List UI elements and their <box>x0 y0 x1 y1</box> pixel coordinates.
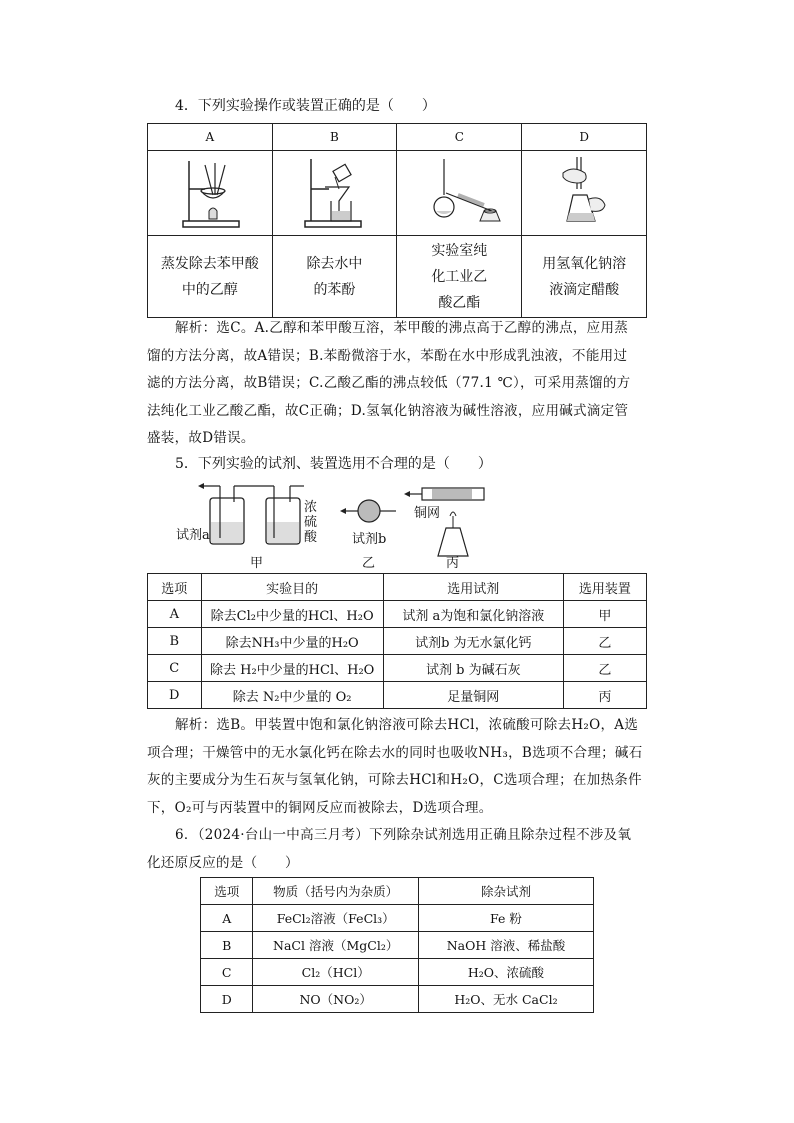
q4-caption-a <box>148 236 273 318</box>
analysis-line: 盛装，故D错误。 <box>147 430 255 446</box>
acid-label-char: 硫 <box>304 515 318 530</box>
header-cell: 物质（括号内为杂质） <box>253 878 419 905</box>
q4-apparatus-c <box>397 151 522 236</box>
copper-mesh-label: 铜网 <box>414 506 441 521</box>
reagent-cell: 试剂 a为饱和氯化钠溶液 <box>383 601 563 628</box>
reagent-a-label: 试剂a <box>176 528 210 543</box>
apparatus-cell: 乙 <box>563 655 646 682</box>
analysis-line: 解析：选B。甲装置中饱和氯化钠溶液可除去HCl，浓硫酸可除去H₂O，A选 <box>175 717 639 733</box>
q4-apparatus-d <box>522 151 647 236</box>
evaporation-apparatus-icon <box>175 155 245 231</box>
apparatus-cell: 甲 <box>563 601 646 628</box>
option-cell: C <box>201 959 253 986</box>
table-row <box>201 905 594 932</box>
apparatus-bing-label: 丙 <box>446 556 460 571</box>
q4-apparatus-a <box>148 151 273 236</box>
conc-sulfuric-acid-label <box>304 500 317 545</box>
apparatus-jia-label: 甲 <box>250 556 264 571</box>
option-cell: B <box>148 628 202 655</box>
titration-apparatus-icon <box>549 155 619 231</box>
q4-caption-d <box>522 236 647 318</box>
analysis-line: 馏的方法分离，故A错误；B.苯酚微溶于水，苯酚在水中形成乳浊液，不能用过 <box>147 347 628 364</box>
purpose-cell: 除去NH₃中少量的H₂O <box>201 628 383 655</box>
q4-caption-b <box>272 236 397 318</box>
option-cell: B <box>201 932 253 959</box>
table-row <box>148 682 647 709</box>
option-cell: D <box>148 682 202 709</box>
reagent-b-label: 试剂b <box>352 532 387 547</box>
header-cell: 选用试剂 <box>383 574 563 601</box>
q5-figure <box>170 478 510 570</box>
q4-caption-c-line: 酸乙酯 <box>438 294 481 311</box>
option-cell: C <box>148 655 202 682</box>
option-cell: A <box>148 601 202 628</box>
apparatus-cell: 丙 <box>563 682 646 709</box>
header-cell: 选用装置 <box>563 574 646 601</box>
q4-header-c: C <box>397 124 522 151</box>
option-cell: D <box>201 986 253 1013</box>
q6-options-table <box>200 877 594 1013</box>
q4-header-d: D <box>522 124 647 151</box>
table-header-row <box>148 574 647 601</box>
substance-cell: Cl₂（HCl） <box>253 959 419 986</box>
q4-stem: 4．下列实验操作或装置正确的是（ ） <box>175 98 436 114</box>
q4-caption-c <box>397 236 522 318</box>
analysis-line: 下，O₂可与丙装置中的铜网反应而被除去，D选项合理。 <box>147 799 493 816</box>
table-row <box>201 959 594 986</box>
reagent-cell: 试剂b 为无水氯化钙 <box>383 628 563 655</box>
q6-stem <box>147 822 645 877</box>
q4-caption-c-line: 化工业乙 <box>431 268 488 285</box>
q4-caption-c-line: 实验室纯 <box>431 242 488 259</box>
reagent-cell: NaOH 溶液、稀盐酸 <box>418 932 593 959</box>
acid-label-char: 酸 <box>304 530 318 545</box>
table-row <box>148 655 647 682</box>
header-cell: 选项 <box>148 574 202 601</box>
filtration-apparatus-icon <box>299 155 369 231</box>
q4-apparatus-b <box>272 151 397 236</box>
purpose-cell: 除去Cl₂中少量的HCl、H₂O <box>201 601 383 628</box>
reagent-cell: H₂O、无水 CaCl₂ <box>418 986 593 1013</box>
q5-analysis <box>147 712 645 822</box>
q4-caption-a-line: 中的乙醇 <box>181 281 238 298</box>
header-cell: 实验目的 <box>201 574 383 601</box>
header-cell: 选项 <box>201 878 253 905</box>
q4-caption-a-line: 蒸发除去苯甲酸 <box>160 255 259 272</box>
table-row <box>148 601 647 628</box>
substance-cell: NaCl 溶液（MgCl₂） <box>253 932 419 959</box>
table-row <box>201 986 594 1013</box>
apparatus-yi-label: 乙 <box>362 556 376 571</box>
option-cell: A <box>201 905 253 932</box>
q4-caption-d-line: 液滴定醋酸 <box>549 281 620 298</box>
reagent-cell: 足量铜网 <box>383 682 563 709</box>
q5-stem: 5．下列实验的试剂、装置选用不合理的是（ ） <box>175 456 492 472</box>
reagent-cell: Fe 粉 <box>418 905 593 932</box>
q4-analysis <box>147 315 645 453</box>
q6-stem-line: 6．（2024·台山一中高三月考）下列除杂试剂选用正确且除杂过程不涉及氧 <box>175 827 632 843</box>
header-cell: 除杂试剂 <box>418 878 593 905</box>
q4-options-table <box>147 123 647 318</box>
q4-caption-d-line: 用氢氧化钠溶 <box>542 255 627 272</box>
distillation-apparatus-icon <box>414 155 504 231</box>
substance-cell: NO（NO₂） <box>253 986 419 1013</box>
reagent-cell: 试剂 b 为碱石灰 <box>383 655 563 682</box>
table-row <box>201 932 594 959</box>
q4-caption-b-line: 除去水中 <box>306 255 363 272</box>
analysis-line: 法纯化工业乙酸乙酯，故C正确；D.氢氧化钠溶液为碱性溶液，应用碱式滴定管 <box>147 402 629 419</box>
substance-cell: FeCl₂溶液（FeCl₃） <box>253 905 419 932</box>
q5-options-table <box>147 573 647 709</box>
reagent-cell: H₂O、浓硫酸 <box>418 959 593 986</box>
q4-caption-b-line: 的苯酚 <box>313 281 356 298</box>
purpose-cell: 除去 N₂中少量的 O₂ <box>201 682 383 709</box>
analysis-line: 滤的方法分离，故B错误；C.乙酸乙酯的沸点较低（77.1 ℃），可采用蒸馏的方 <box>147 375 631 391</box>
analysis-line: 灰的主要成分为生石灰与氢氧化钠，可除去HCl和H₂O，C选项合理；在加热条件 <box>147 772 642 788</box>
table-header-row <box>201 878 594 905</box>
q4-header-b: B <box>272 124 397 151</box>
purpose-cell: 除去 H₂中少量的HCl、H₂O <box>201 655 383 682</box>
analysis-line: 解析：选C。A.乙醇和苯甲酸互溶，苯甲酸的沸点高于乙醇的沸点，应用蒸 <box>175 320 629 336</box>
acid-label-char: 浓 <box>304 500 318 515</box>
q6-stem-line: 化还原反应的是（ ） <box>147 854 299 871</box>
apparatus-cell: 乙 <box>563 628 646 655</box>
q4-header-a: A <box>148 124 273 151</box>
analysis-line: 项合理；干燥管中的无水氯化钙在除去水的同时也吸收NH₃，B选项不合理；碱石 <box>147 744 643 761</box>
table-row <box>148 628 647 655</box>
